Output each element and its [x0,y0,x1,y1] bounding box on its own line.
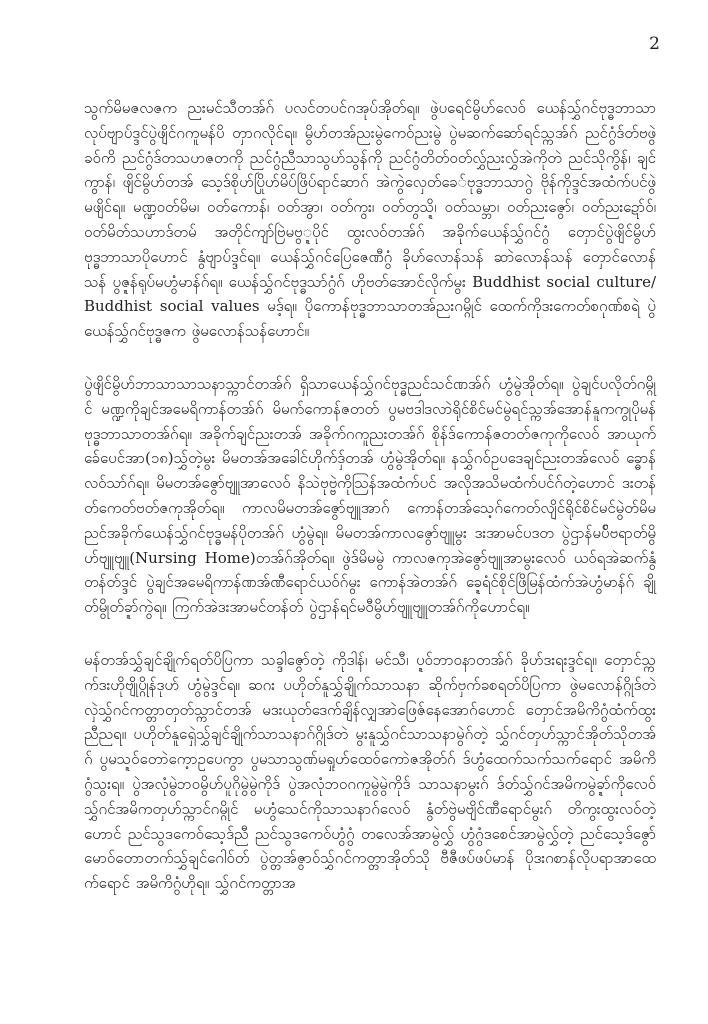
paragraph: ပွဲဖျိင်မွိဟ်ဘာသာသာသနာသ္ကာင်တအ်ဂ် ရှိသာယေန်သွှ်ဂင်ဗုဒ္ဓညင်သင်ဏအ်ဂ် ဟွံမွဲအိုတ်ရ။ ပွဲချင်ပလိုတ်ဂမ္ဂိုင် မဏ္ဍကိုချင်အမေရိကာန်တအ်ဂ် မိမက်ကောန်ဇတတ် ပွမဗဒါဒလာဲရိုင်စိင်မင်မွဲရင်သ္ကအ်အောန်နူကကွုပိုမန်ဗုဒ္ဓဘာသာတအ်ဂ်ရ။ အခိုက်ချင်ညးတအ် အခိုက်ဂကူညးတအ်ဂ် စိုန်ဒ်ကောန်ဇတတ်ဇကုကိုလေဝ် အာယုက်ခ်ေပေင်အာ(၁၈)သွှ်တဲ့မွး မိမတအ်အခေါင်ဟိုက်ဒှ်တအ် ဟွံမွဲအိုတ်ရ။ နသွှ်ဂဝ်ဥပဒေချင်ညးတအ်လေဝ် ခ္ဓောန်လဝ်သာ်ဂ်ရ။ မိမတအ်ဇွော်ဗျူအာလေဝ် နိသဲဗုဗ္ဗဲကိုသြန်အထံက်ပင် အလိုအသိမထံက်ပင်ဂ်တဲ့ဟောင် ဒးတန်တ်ကေတ်ဗတ်ဇကုအိုတ်ရ။ ကာလမိမတအ်ဇွော်ဗျူအာဂ် ကောန်တအ်သေ့ဂ်ကေတ်လျိင်ရိုင်စိင်မင်မွဲတ်မိမ ညင်အခိုက်ယေန်သွှ်ဂင်ဗုဒ္ဓမန်ပိုတအ်ဂ် ဟွံမွဲရ။ မိမတအ်ကာလဇွော်ဗျူမွး ဒးအာမင်ပဒတ ပွဲဌာန်မပ်ိဗရာတ်မွိဟ်ဗျူဗျူ(Nursing Home)တအ်ဂ်အိုတ်ရ။ ဖွဲဒ်မိမမွဲ ကာလဇကုအဲဇွော်ဗျူအာမွးလေဝ် ယဝ်ရအဲဆက်နွံတန်တ်ဒ္ဒင် ပွဲချင်အမေရိကာန်ဏအ်ဏီရောင်ယဝ်ဂ်မွး ကောန်အဲတအ်ဂ် ခ္ဍေရံင်စိုင်ဖြိမြန်ထံက်အဲဟွံမာန်ဂ် ချိုတ်မွိုတ်ခ္ဍာ်ကွဲရ။ ကြက်အဲဒးအာမင်တန်တ် ပွဲဌာန်ရင်မဝီမွိဟ်ဗျူဗျူတအ်ဂ်ကိုဟောင်ရ။ [84,374,656,617]
page-number: 2 [649,34,660,54]
paragraph: မန်တအ်သွှ်ချင်ချိုက်ရတ်ပိပြကာ သခ္ဒါဇွော်တဲ့ ကိုဒါန်၊ မင်သီ၊ ပ္ဍဝ်ဘာဝနာတအ်ဂ် ခိုဟ်ဒးရးဒ္ဒင်ရ။ တှောင်သ္ကက်ဒးဟိုဗျိုပ္ဂိုန်ဒုဟ် ဟွံမွဲဒ္ဒင်ရ။ ဆဂး ပဟိုတ်နူသွှ်ချိုက်သာသနာ ဆိုက်ဗှက်ခစရတ်ပိပြကာ ဖွဲမလောန်ဂ္ဂိုဒ်တဲ လှဲသွှ်ဂင်ကတ္တာတှတ်သ္ကာင်တအ် မဒးယုတ်ဒေက်ချိန်လျှအာဲဖြေဇ်နေအောဂ်ဟောင် တှောင်အမိကိဂွံထံက်ထွးညီညရ။ ပဟိုတ်နူရှေဲသွှ်ချင်ချိုက်သာသနာဂ်ဂ္ဂိုဒ်တဲ မွးနူသွှ်ဂင်သာသနာမွဲဂ်တဲ့ သွှ်ဂင်တှဟ်သ္ကာင်အိုတ်သိုတအ်ဂ် ပွမသ္ဍဝ်တောဲကေ့ာဥပေကွာ ပွမသာသွဏ်မရှုဟ်ထေဝ်ကောဲဇအိုတ်ဂ် ဒ်ဟွံထေက်သက်သက်ရောင် အမိကိဂွံသွးရ။ ပွဲအလုံမွဲဘဝမွိဟ်ပူဂိုမွဲမွဲကိုဒ် ပွဲအလုံဘဝဂကူမွဲမွဲကိုဒ် သာသနာမွးဂ် ဒ်တ်သွှ်ဂင်အမိကမွဲခ္ဍာ်ကိုလေဝ် သွှ်ဂင်အမိကတှဟ်သ္ကာင်ဂမ္ဂိုင် မဟွံသေင်ကိုသာသနာဂ်လေဝ် နွံတ်ဗွဲမဗျိင်ဏီရောင်မွးဂ် တိကွးထွးလဝ်တဲ့ဟောင် ညင်သွဒကေဝ်သေ့ဒ်ညီ ညင်သွဒကေဝ်ဟွံဂွံ တလေအ်အာမွဲလွှ် ဟွံဂွံဒစေင်အာမွဲလွှ်တဲ့ ညင်သေ့ဒ်ဇွော်မောဝ်တောတက်သွှ်ချင်ဂေါဝ်တ် ပွဲတ္တအ်ဇွာဝ်သွှ်ဂင်ကတ္တာအိုတ်သို ဗီဇီဖပ်ဖပ်မာန် ပိုဒးဂစာန်လိုပရာအာထေက်ရောင် အမိကိဂွံဟိုရ။ သွှ်ဂင်ကတ္တာအ [84,650,656,893]
document-body [84,96,656,924]
paragraph: သွက်မိမဇလဇက ညးမင်သီတအ်ဂ် ပလင်တပင်ဂအုပ်အိုတ်ရ။ ဖွဲပရေင်မွိဟ်လေဝ် ယေန်သွှ်ဂင်ဗုဒ္ဓဘာသာ လုပ်ဗျာပ်ဒ္ဒင်ပွဲဖျိင်ဂကူမန်ပိ တှာဂလိုင်ရ။ မွိဟ်တအ်ညးမွဲကေဝ်ညးမွဲ ပွဲမဆက်ဆော်ရင်သ္ကအ်ဂ် ညင်ဂွံဒ်တ်ဗဖွဲခဝ်ကိ ညင်ဂွံဒ်တသဟဇတကို ညင်ဂွံညီသာသွဟ်သွန်ကို ညင်ဂွံတိတ်ဝတ်လွှ်ညးလွှ်အဲကိုတဲ ညင်သိုကွိန်၊ ချင်ကွာန်၊ ဖျိင်မွိဟ်တအ် သေ့ဒ်စိုဟ်ပြိုဟ်မိပ်ဖြိပ်ရာင်ဆာဂ် အဲကွဲလှေတ်ခေ်ဗုဒ္ဓဘာသာဂွဲ ဗိုန်ကိုဒ္ဒင်အထံက်ပင်ဖွဲမဖျိင်ရ။ မဏ္ဍဝတ်မိမ၊ ဝတ်ကောန်၊ ဝတ်အွာ၊ ဝတ်ကွး၊ ဝတ်တွသ္ဍိ၊ ဝတ်သမ္ဘာ၊ ဝတ်ညးဇွော်၊ ဝတ်ညးဍော်ဝ်၊ ဝတ်မိတ်သဟာဒ်တမ် အတိုင်ကျာ်ဗြဲမဗွ္ဍပိုင် ထွးလဝ်တအ်ဂ် အခိုက်ယေန်သွှ်ဂင်ဂွံ တှောင်ပွဲဖျိင်မွိဟ်ဗုဒ္ဓဘာသာပိုဟောင် နွံဗျာပ်ဒ္ဒင်ရ။ ယေန်သွှ်ဂင်ပြေဇေဏီဂွံ ခိုဟ်လောန်သန် ဆာဲလောန်သန် တှောင်လောန်သန် ပွဇ္ဍန်ရုပ်မဟွံမာန်ဂ်ရ။ ယေန်သွှ်ဂင်ဗုဒ္ဓသာ်ဂွံဂ် ဟိုဗတ်အောင်လိုက်မွး Buddhist social culture/ Buddhist social values မဒ့်ရ။ ပိုကောန်ဗုဒ္ဓဘာသာတအ်ညးဂမ္ဂိုင် ထေက်ကိုဒးကေတ်စဂုဏ်စရဲ ပွဲယေန်သွှ်ဂင်ဗုဒ္ဓဇက ဖွဲမလောန်သန်ဟောင်။ [84,99,656,341]
